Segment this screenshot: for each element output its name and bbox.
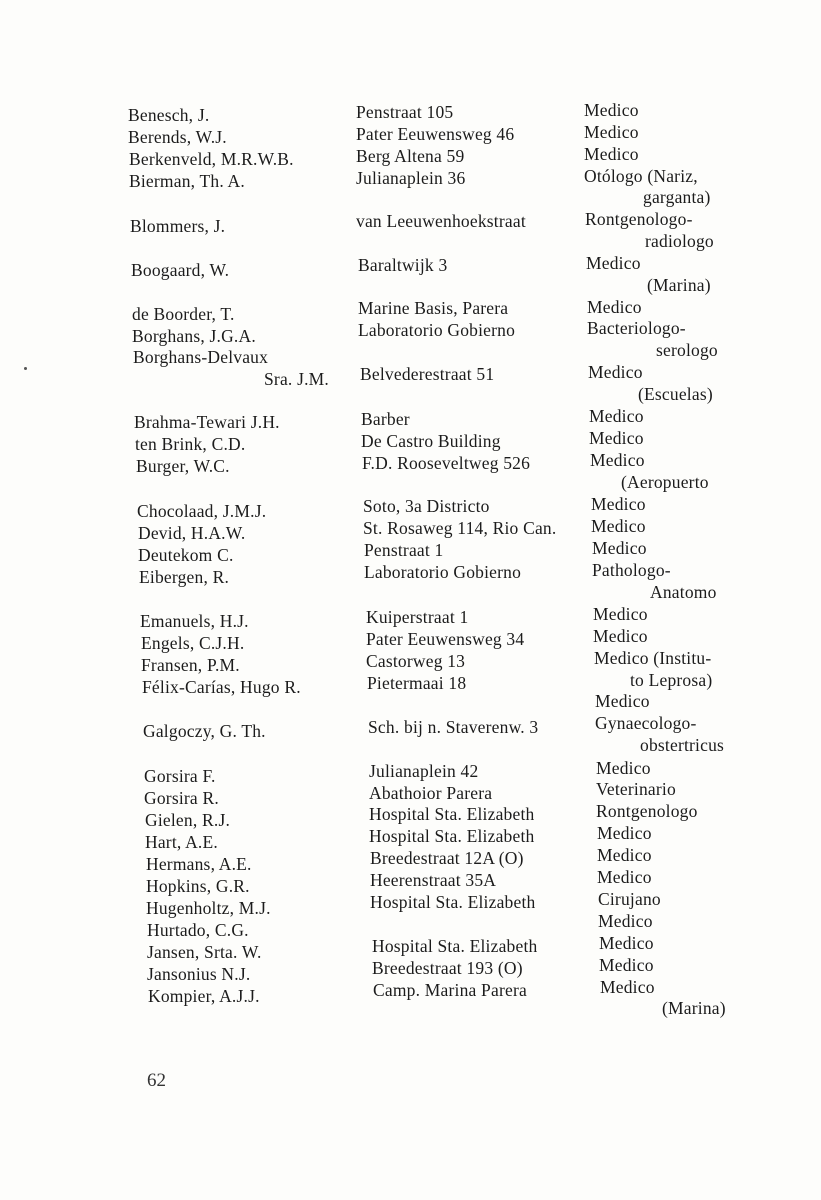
entry-specialty: Gynaecologo- <box>595 713 697 733</box>
entry-name: Brahma-Tewari J.H. <box>134 412 280 432</box>
entry-specialty: Medico <box>592 538 647 558</box>
entry-specialty: Medico <box>590 450 645 470</box>
entry-specialty: Medico <box>591 516 646 536</box>
entry-address: Hospital Sta. Elizabeth <box>370 892 536 912</box>
entry-address: Baraltwijk 3 <box>358 255 448 275</box>
entry-specialty: Medico <box>584 144 639 164</box>
entry-name: Borghans-Delvaux <box>133 347 269 367</box>
entry-name: Engels, C.J.H. <box>141 633 245 653</box>
entry-specialty: Medico <box>599 933 654 953</box>
entry-name: Jansonius N.J. <box>147 964 251 984</box>
entry-address: Camp. Marina Parera <box>373 980 527 1000</box>
entry-specialty: Bacteriologo- <box>587 318 686 338</box>
entry-name: Emanuels, H.J. <box>140 611 249 631</box>
entry-address: Laboratorio Gobierno <box>358 320 516 340</box>
entry-name: de Boorder, T. <box>132 304 235 324</box>
entry-address: Breedestraat 193 (O) <box>372 958 523 978</box>
entry-address: Heerenstraat 35A <box>370 870 497 890</box>
page-number: 62 <box>147 1070 166 1091</box>
entry-specialty: Medico <box>597 867 652 887</box>
entry-address: Marine Basis, Parera <box>358 298 509 318</box>
entry-specialty: Medico <box>584 100 639 120</box>
entry-name: Jansen, Srta. W. <box>147 942 262 962</box>
entry-address: St. Rosaweg 114, Rio Can. <box>363 518 557 538</box>
entry-specialty: Otólogo (Nariz, <box>584 166 698 186</box>
entry-address: Berg Altena 59 <box>356 146 465 166</box>
entry-specialty-cont: (Aeropuerto <box>621 472 709 492</box>
entry-specialty: Medico <box>589 406 644 426</box>
entry-name: Boogaard, W. <box>131 260 230 280</box>
entry-name: Borghans, J.G.A. <box>132 326 256 346</box>
entry-address: Belvederestraat 51 <box>360 364 495 384</box>
entry-specialty: Medico <box>597 845 652 865</box>
entry-specialty-cont: (Marina) <box>647 275 711 295</box>
entry-address: Castorweg 13 <box>366 651 466 671</box>
entry-address: Pietermaai 18 <box>367 673 467 693</box>
entry-specialty: Medico <box>600 977 655 997</box>
entry-specialty-cont: Medico <box>595 691 650 711</box>
entry-specialty-cont: obstertricus <box>640 735 725 755</box>
entry-specialty-cont: (Marina) <box>662 998 726 1018</box>
entry-address: Pater Eeuwensweg 34 <box>366 629 525 649</box>
entry-specialty: Cirujano <box>598 889 661 909</box>
entry-address: Hospital Sta. Elizabeth <box>372 936 538 956</box>
entry-address: Pater Eeuwensweg 46 <box>356 124 515 144</box>
entry-name: Deutekom C. <box>138 545 234 565</box>
entry-specialty: Medico <box>591 494 646 514</box>
entry-name: Hopkins, G.R. <box>146 876 250 896</box>
entry-specialty-cont: (Escuelas) <box>638 384 713 404</box>
entry-address: Penstraat 105 <box>356 102 454 122</box>
entry-specialty-cont: Anatomo <box>650 582 717 602</box>
entry-specialty: Medico <box>596 758 651 778</box>
entry-name: Fransen, P.M. <box>141 655 240 675</box>
entry-name: Hermans, A.E. <box>146 854 252 874</box>
entry-name: Gorsira F. <box>144 766 216 786</box>
entry-specialty: Medico <box>586 253 641 273</box>
entry-address: Breedestraat 12A (O) <box>370 848 524 868</box>
entry-specialty: Medico (Institu- <box>594 648 712 668</box>
entry-specialty: to Leprosa) <box>630 670 713 690</box>
entry-address: Julianaplein 36 <box>356 168 466 188</box>
entry-address: Penstraat 1 <box>364 540 444 560</box>
entry-address: van Leeuwenhoekstraat <box>356 211 526 231</box>
entry-specialty-cont: serologo <box>656 340 718 360</box>
entry-address: Laboratorio Gobierno <box>364 562 522 582</box>
entry-name: Kompier, A.J.J. <box>148 986 260 1006</box>
entry-name: Gorsira R. <box>144 788 219 808</box>
entry-name: Eibergen, R. <box>139 567 230 587</box>
entry-specialty-cont: garganta) <box>643 187 711 207</box>
entry-address: Barber <box>361 409 410 429</box>
entry-name: Gielen, R.J. <box>145 810 231 830</box>
entry-name: Burger, W.C. <box>136 456 230 476</box>
entry-address: Soto, 3a Districto <box>363 496 490 516</box>
entry-address: De Castro Building <box>361 431 501 451</box>
entry-specialty: Medico <box>597 823 652 843</box>
entry-name: Chocolaad, J.M.J. <box>137 501 267 521</box>
entry-address: Sch. bij n. Staverenw. 3 <box>368 717 539 737</box>
entry-name: Félix-Carías, Hugo R. <box>142 677 301 697</box>
entry-address: Kuiperstraat 1 <box>366 607 469 627</box>
entry-name-cont: Sra. J.M. <box>264 369 329 389</box>
entry-specialty: Medico <box>593 626 648 646</box>
print-speck <box>24 367 27 370</box>
entry-specialty: Medico <box>593 604 648 624</box>
entry-name: Benesch, J. <box>128 105 210 125</box>
entry-specialty: Medico <box>598 911 653 931</box>
entry-address: Julianaplein 42 <box>369 761 479 781</box>
entry-name: Bierman, Th. A. <box>129 171 245 191</box>
entry-specialty: Veterinario <box>596 779 676 799</box>
entry-name: Berkenveld, M.R.W.B. <box>129 149 294 169</box>
entry-specialty: Rontgenologo- <box>585 209 693 229</box>
entry-specialty: Pathologo- <box>592 560 671 580</box>
entry-specialty: Medico <box>589 428 644 448</box>
entry-name: Hart, A.E. <box>145 832 218 852</box>
entry-name: Hurtado, C.G. <box>147 920 249 940</box>
entry-address: Hospital Sta. Elizabeth <box>369 826 535 846</box>
entry-address: Hospital Sta. Elizabeth <box>369 804 535 824</box>
entry-address: F.D. Rooseveltweg 526 <box>362 453 531 473</box>
entry-specialty: Medico <box>584 122 639 142</box>
entry-name: Blommers, J. <box>130 216 226 236</box>
entry-specialty: Rontgenologo <box>596 801 698 821</box>
entry-name: ten Brink, C.D. <box>135 434 246 454</box>
entry-address: Abathoior Parera <box>369 783 493 803</box>
entry-name: Devid, H.A.W. <box>138 523 246 543</box>
entry-specialty: Medico <box>588 362 643 382</box>
entry-specialty: Medico <box>587 297 642 317</box>
entry-name: Hugenholtz, M.J. <box>146 898 271 918</box>
entry-name: Berends, W.J. <box>128 127 227 147</box>
entry-name: Galgoczy, G. Th. <box>143 721 266 741</box>
entry-specialty-cont: radiologo <box>645 231 714 251</box>
entry-specialty: Medico <box>599 955 654 975</box>
